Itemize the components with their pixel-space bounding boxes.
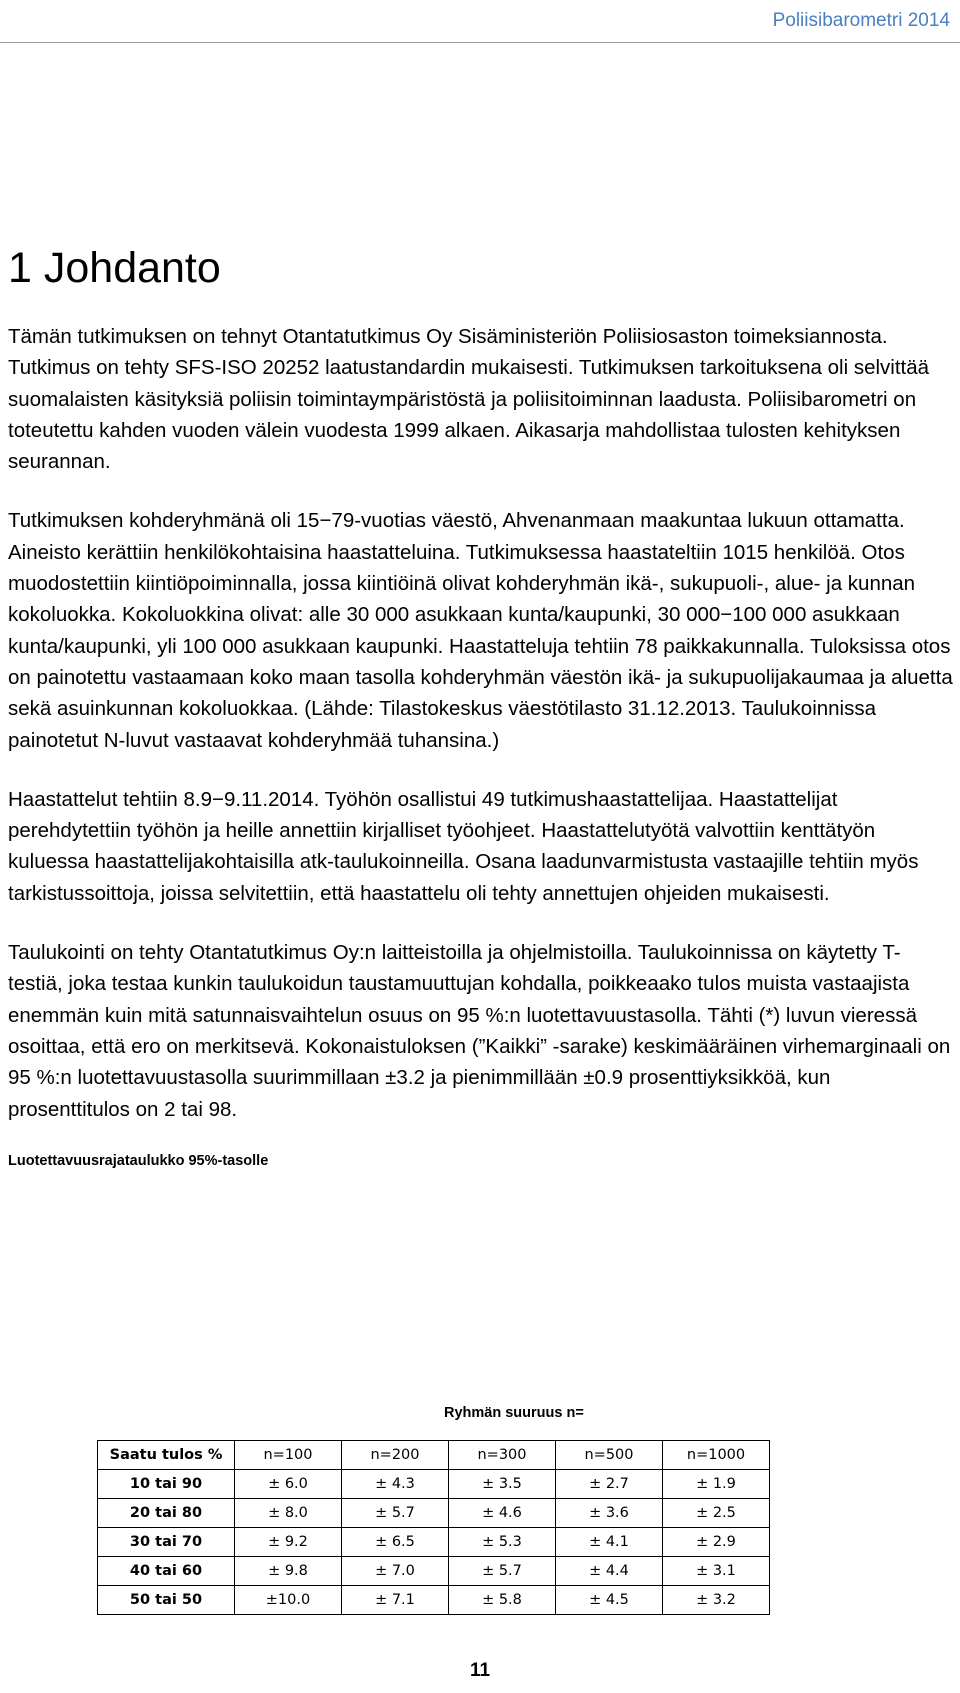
page-header [0,8,960,48]
table-row [98,1528,770,1557]
table-cell: ± 4.6 [449,1499,556,1528]
table-cell: ± 3.5 [449,1470,556,1499]
paragraph-tabulation: Taulukointi on tehty Otantatutkimus Oy:n laitteistoilla ja ohjelmistoilla. Taulukoinnissa on käytetty T-testiä, joka testaa kunkin taulukoidun taustamuuttujan kohdalla, poikkeaako tulos muista vastaajista enemmän kuin mitä satunnaisvaihtelun osuus on 95 %:n luotettavuustasolla. Tähti (*) luvun vieressä osoittaa, että ero on merkitsevä. Kokonaistuloksen (”Kaikki” -sarake) keskimääräinen virhemarginaali on 95 %:n luotettavuustasolla suurimmillaan ±3.2 ja pienimmillään ±0.9 prosenttiyksikköä, kun prosenttitulos on 2 tai 98. [8,941,951,1121]
table-cell: ± 9.2 [235,1528,342,1557]
table-row [98,1499,770,1528]
table-cell: ± 3.2 [663,1586,770,1615]
paragraph-interviews: Haastattelut tehtiin 8.9−9.11.2014. Työhön osallistui 49 tutkimushaastattelijaa. Haastattelijat perehdytettiin työhön ja heille annettiin kirjalliset työohjeet. Haastattelutyötä valvottiin kenttätyön kuluessa haastattelijakohtaisilla atk-taulukoinneilla. Osana laadunvarmistusta vastaajille tehtiin myös tarkistussoittoja, joissa selvitettiin, että haastattelu oli tehty annettujen ohjeiden mukaisesti. [8,787,919,905]
table-cell: ± 5.7 [449,1557,556,1586]
table-cell: ± 3.6 [556,1499,663,1528]
table-cell: ± 5.3 [449,1528,556,1557]
row-label: 20 tai 80 [98,1499,235,1528]
table-cell: ± 8.0 [235,1499,342,1528]
row-label: 10 tai 90 [98,1470,235,1499]
table-cell: ± 3.1 [663,1557,770,1586]
column-header: Saatu tulos % [98,1441,235,1470]
table-row [98,1586,770,1615]
table-cell: ± 9.8 [235,1557,342,1586]
confidence-table [97,1440,770,1615]
paragraph-intro: Tämän tutkimuksen on tehnyt Otantatutkimus Oy Sisäministeriön Poliisiosaston toimeksiannosta. Tutkimus on tehty SFS-ISO 20252 laatustandardin mukaisesti. Tutkimuksen tarkoituksena oli selvittää suomalaisten käsityksiä poliisin toimintaympäristöstä ja poliisitoiminnan laadusta. Poliisibarometri on toteutettu kahden vuoden välein vuodesta 1999 alkaen. Aikasarja mahdollistaa tulosten kehityksen seurannan. [8,325,930,474]
paragraph-target-group: Tutkimuksen kohderyhmänä oli 15−79-vuotias väestö, Ahvenanmaan maakuntaa lukuun ottamatta. Aineisto kerättiin henkilökohtaisina haastatteluina. Tutkimuksessa haastateltiin 1015 henkilöä. Otos muodostettiin kiintiöpoiminnalla, jossa kiintiöinä olivat kohderyhmän ikä-, sukupuoli-, alue- ja kunnan kokoluokka. Kokoluokkina olivat: alle 30 000 asukkaan kunta/kaupunki, 30 000−100 000 asukkaan kunta/kaupunki, yli 100 000 asukkaan kaupunki. Haastatteluja tehtiin 78 paikkakunnalla. Tuloksissa otos on painotettu vastaamaan koko maan tasolla kohderyhmän väestön ikä- ja sukupuolijakaumaa ja aluetta sekä asuinkunnan kokoluokkaa. (Lähde: Tilastokeskus väestötilasto 31.12.2013. Taulukoinnissa painotetut N-luvut vastaavat kohderyhmää tuhansina.) [8,509,953,752]
table-cell: ± 5.8 [449,1586,556,1615]
column-header: n=200 [342,1441,449,1470]
table-cell: ± 4.4 [556,1557,663,1586]
table-cell: ± 7.1 [342,1586,449,1615]
table-cell: ±10.0 [235,1586,342,1615]
table-cell: ± 2.9 [663,1528,770,1557]
page-number: 11 [469,1660,491,1681]
header-divider [0,42,960,43]
table-row [98,1470,770,1499]
table-cell: ± 4.1 [556,1528,663,1557]
table-cell: ± 6.0 [235,1470,342,1499]
table-header-row [98,1441,770,1470]
header-title: Poliisibarometri 2014 [772,10,950,31]
column-header: n=300 [449,1441,556,1470]
table-row [98,1557,770,1586]
table-cell: ± 1.9 [663,1470,770,1499]
table-cell: ± 6.5 [342,1528,449,1557]
row-label: 30 tai 70 [98,1528,235,1557]
table-caption: Luotettavuusrajataulukko 95%-tasolle [8,1152,269,1169]
table-cell: ± 4.5 [556,1586,663,1615]
table-cell: ± 4.3 [342,1470,449,1499]
row-label: 40 tai 60 [98,1557,235,1586]
table-cell: ± 2.7 [556,1470,663,1499]
table-cell: ± 7.0 [342,1557,449,1586]
main-content [8,235,953,1169]
column-header: n=500 [556,1441,663,1470]
row-label: 50 tai 50 [98,1586,235,1615]
table-cell: ± 2.5 [663,1499,770,1528]
table-cell: ± 5.7 [342,1499,449,1528]
group-size-label: Ryhmän suuruus n= [444,1405,584,1421]
column-header: n=100 [235,1441,342,1470]
section-heading: 1 Johdanto [8,244,221,292]
column-header: n=1000 [663,1441,770,1470]
